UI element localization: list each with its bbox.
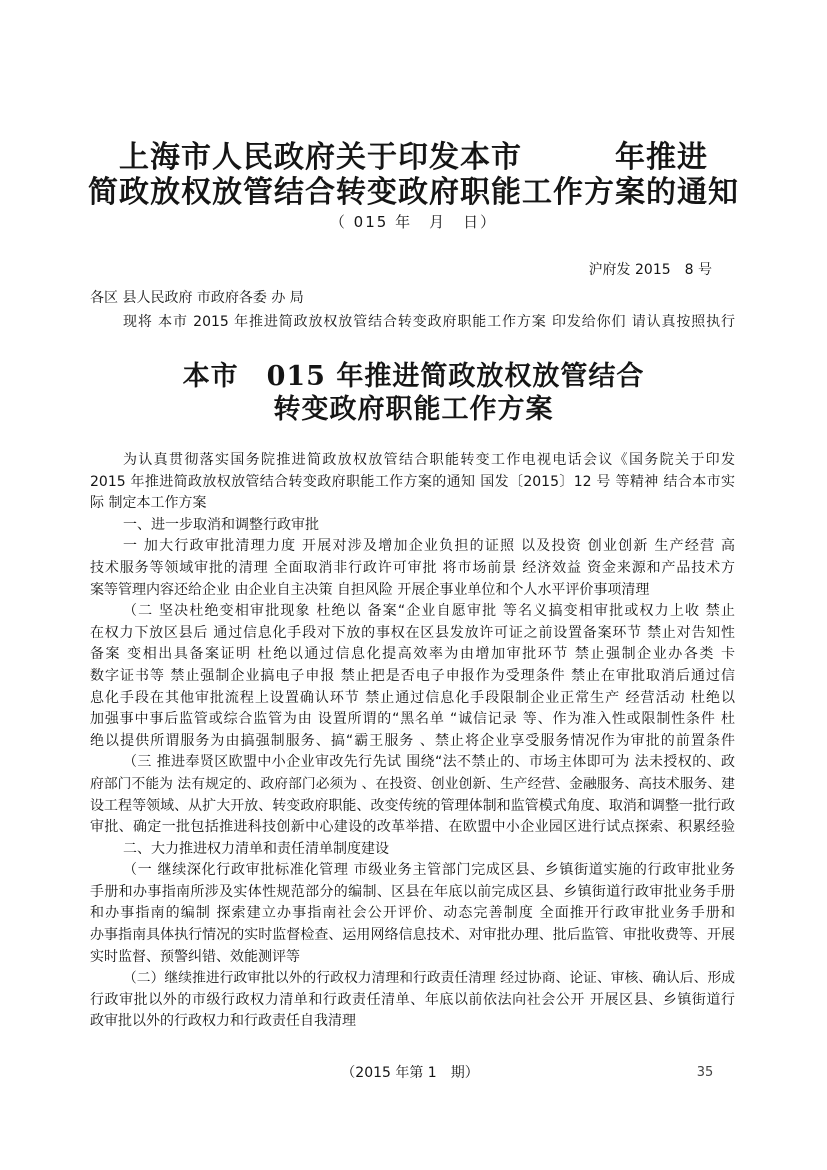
text-line: 二、大力推进权力清单和责任清单制度建设 bbox=[123, 840, 389, 857]
text-line: 绝以提供所谓服务为由搞强制服务、搞“霸王服务 、禁止将企业享受服务情况作为审批的前置条件 bbox=[90, 732, 735, 749]
paragraph bbox=[90, 968, 735, 1033]
notice-title bbox=[0, 140, 827, 210]
text-line: 在权力下放区县后 通过信息化手段对下放的事权在区县发放许可证之前设置备案环节 禁止对告知性 bbox=[90, 624, 735, 641]
text-line: （二）继续推进行政审批以外的行政权力清理和行政责任清理 经过协商、论证、审核、确认后、形成 bbox=[123, 970, 735, 987]
text-line: 审批、确定一批包括推进科技创新中心建设的改革举措、在欧盟中小企业园区进行试点探索、积累经验 bbox=[90, 819, 735, 836]
text-line: 际 制定本工作方案 bbox=[90, 495, 207, 512]
document-number: 沪府发 2015 8 号 bbox=[588, 262, 712, 278]
notice-intro: 现将 本市 2015 年推进简政放权放管结合转变政府职能工作方案 印发给你们 请认真按照执行 bbox=[123, 314, 735, 330]
notice-title-line: 简政放权放管结合转变政府职能工作方案的通知 bbox=[88, 175, 739, 210]
plan-title-line: 转变政府职能工作方案 bbox=[273, 394, 554, 425]
text-line: 数字证书等 禁止强制企业搞电子申报 禁止把是否电子申报作为受理条件 禁止在审批取消后通过信 bbox=[90, 667, 735, 684]
text-line: 加强事中事后监管或综合监管为由 设置所谓的“黑名单 “诚信记录 等、作为准入性或限制性条件 杜 bbox=[90, 711, 735, 728]
page-number: 35 bbox=[696, 1065, 714, 1080]
text-line: 2015 年推进简政放权放管结合转变政府职能工作方案的通知 国发〔2015〕12 号 等精神 结合本市实 bbox=[90, 473, 735, 490]
text-line: 和办事指南的编制 探索建立办事指南社会公开评价、动态完善制度 全面推开行政审批业务手册和 bbox=[90, 905, 735, 922]
text-line: （二 坚决杜绝变相审批现象 杜绝以 备案“企业自愿审批 等名义搞变相审批或权力上收 禁止 bbox=[123, 603, 735, 620]
paragraph bbox=[90, 536, 735, 601]
section-heading bbox=[90, 515, 735, 537]
paragraph bbox=[90, 752, 735, 838]
text-line: 为认真贯彻落实国务院推进简政放权放管结合职能转变工作电视电话会议《国务院关于印发 bbox=[123, 452, 735, 468]
plan-title bbox=[0, 360, 827, 426]
section-heading bbox=[90, 839, 735, 861]
text-line: 备案 变相出具备案证明 杜绝以通过信息化提高效率为由增加审批环节 禁止强制企业办各类 卡 bbox=[90, 646, 735, 663]
text-line: 府部门不能为 法有规定的、政府部门必须为 、在投资、创业创新、生产经营、金融服务、高技术服务、建 bbox=[90, 775, 735, 792]
text-line: 案等管理内容还给企业 由企业自主决策 自担风险 开展企事业单位和个人水平评价事项清理 bbox=[90, 581, 650, 598]
text-line: 行政审批以外的市级行政权力清单和行政责任清单、年底以前依法向社会公开 开展区县、乡镇街道行 bbox=[90, 991, 735, 1008]
recipients: 各区 县人民政府 市政府各委 办 局 bbox=[90, 290, 304, 306]
notice-title-line: 上海市人民政府关于印发本市 年推进 bbox=[119, 140, 708, 175]
text-line: 政审批以外的行政权力和行政责任自我清理 bbox=[90, 1013, 356, 1030]
text-line: 一 加大行政审批清理力度 开展对涉及增加企业负担的证照 以及投资 创业创新 生产经营 高 bbox=[123, 538, 735, 555]
plan-body bbox=[90, 450, 735, 1033]
text-line: 办事指南具体执行情况的实时监督检查、运用网络信息技术、对审批办理、批后监管、审批收费等、开展 bbox=[90, 927, 735, 944]
text-line: （三 推进奉贤区欧盟中小企业审改先行先试 围绕“法不禁止的、市场主体即可为 法未授权的、政 bbox=[123, 754, 735, 771]
paragraph bbox=[90, 450, 735, 515]
text-line: 息化手段在其他审批流程上设置确认环节 禁止通过信息化手段限制企业正常生产 经营活动 杜绝以 bbox=[90, 689, 735, 706]
footer-issue: （2015 年第 1 期） bbox=[341, 1065, 479, 1081]
text-line: 手册和办事指南所涉及实体性规范部分的编制、区县在年底以前完成区县、乡镇街道行政审批业务手册 bbox=[90, 883, 735, 900]
plan-title-line: 本市 015 年推进简政放权放管结合 bbox=[182, 361, 645, 392]
text-line: 技术服务等领域审批的清理 全面取消非行政许可审批 将市场前景 经济效益 资金来源和产品技术方 bbox=[90, 559, 735, 576]
text-line: 设工程等领域、从扩大开放、转变政府职能、改变传统的管理体制和监管模式角度、取消和调整一批行政 bbox=[90, 797, 735, 814]
text-line: （一 继续深化行政审批标准化管理 市级业务主管部门完成区县、乡镇街道实施的行政审批业务 bbox=[123, 862, 735, 879]
paragraph bbox=[90, 860, 735, 968]
notice-date: （ 015 年 月 日） bbox=[329, 213, 498, 231]
text-line: 实时监督、预警纠错、效能测评等 bbox=[90, 948, 300, 965]
text-line: 一、进一步取消和调整行政审批 bbox=[123, 516, 319, 533]
paragraph bbox=[90, 601, 735, 752]
